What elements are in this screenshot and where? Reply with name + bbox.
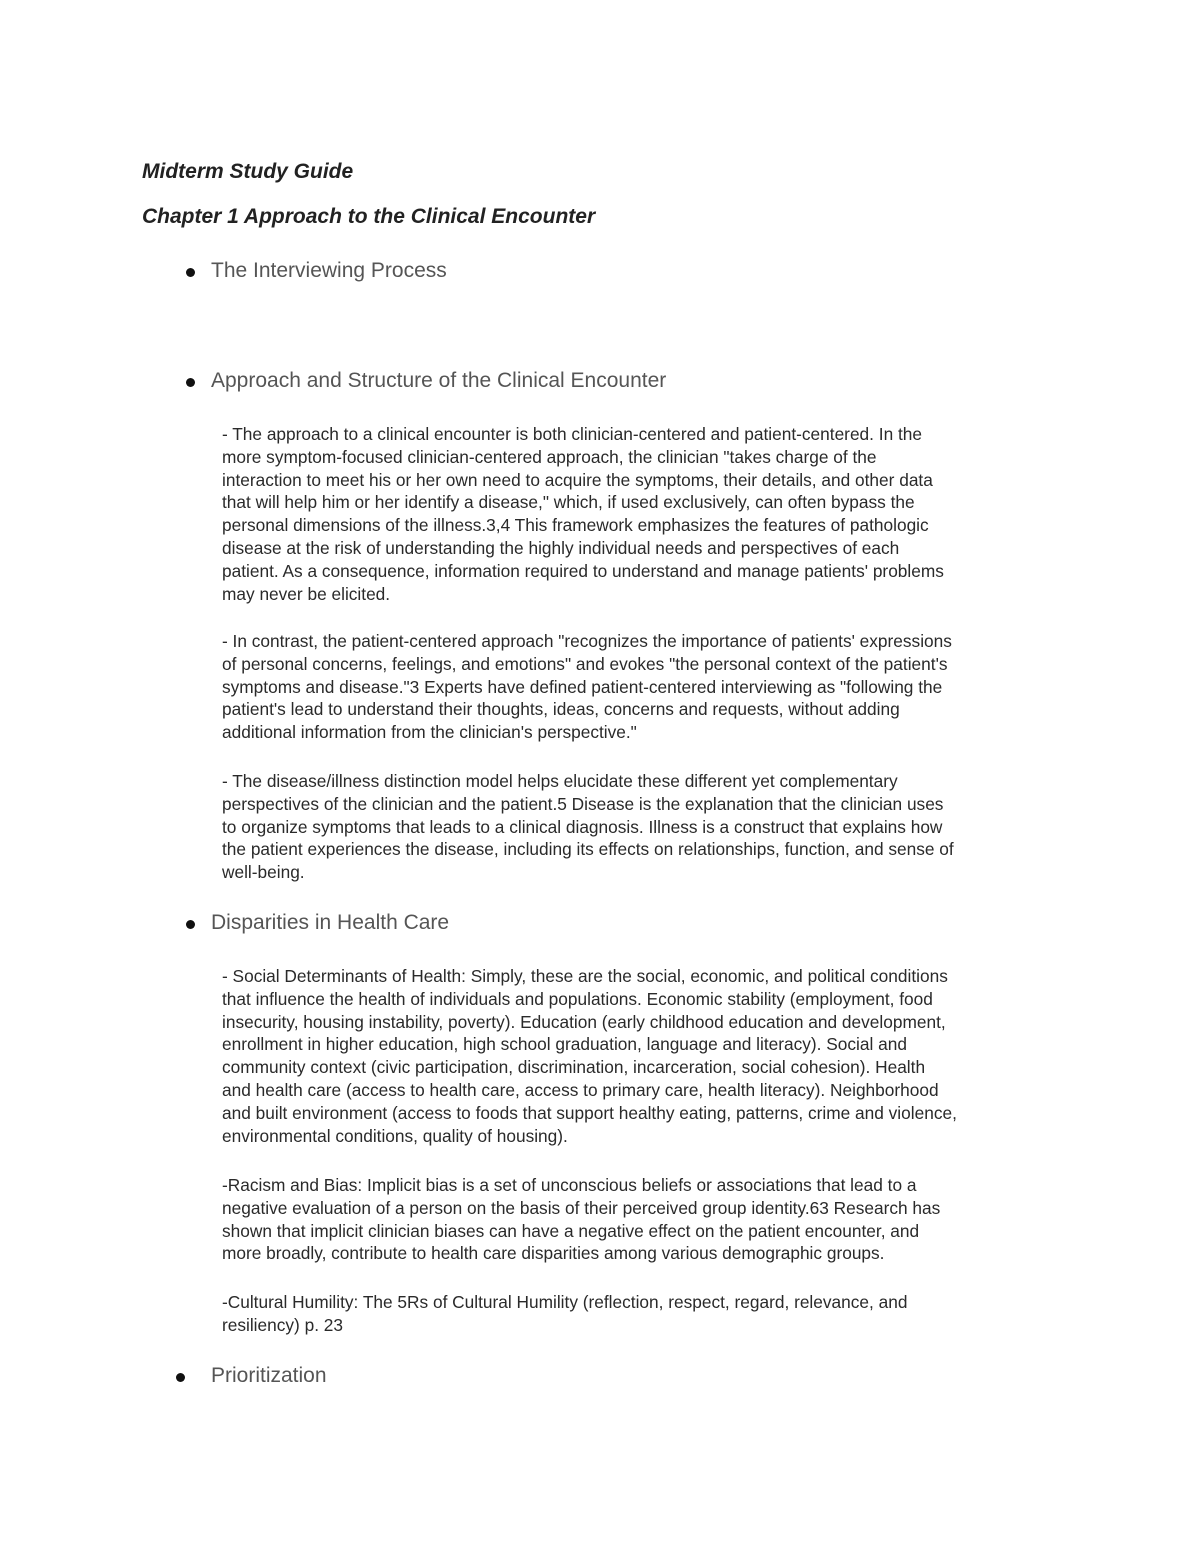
bullet-icon [176, 1373, 185, 1382]
section-heading-interviewing-process: The Interviewing Process [211, 259, 447, 282]
paragraph-racism-bias: -Racism and Bias: Implicit bias is a set of unconscious beliefs or associations that lead to a negative evaluation of a person on the basis of their perceived group identity.63 Research has shown that implicit clinician biases can have a negative effect on the patient encounter, and more broadly, contribute to health care disparities among various demographic groups. [222, 1175, 941, 1264]
section-heading-prioritization: Prioritization [211, 1364, 327, 1387]
paragraph-cultural-humility: -Cultural Humility: The 5Rs of Cultural Humility (reflection, respect, regard, relevance, and resiliency) p. 23 [222, 1292, 908, 1335]
bullet-icon [186, 378, 195, 387]
section-heading-disparities: Disparities in Health Care [211, 911, 450, 934]
paragraph-patient-centered: - In contrast, the patient-centered approach "recognizes the importance of patients' expressions of personal concerns, feelings, and emotions" and evokes "the personal context of the patient's symptoms and disease."3 Experts have defined patient-centered interviewing as "following the patient's lead to understand their thoughts, ideas, concerns and requests, without adding additional information from the clinician's perspective." [222, 631, 952, 743]
paragraph-social-determinants: - Social Determinants of Health: Simply, these are the social, economic, and political conditions that influence the health of individuals and populations. Economic stability (employment, food insecurity, housing instability, poverty). Education (early childhood education and development, enrollment in higher education, high school graduation, language and literacy). Social and community context (civic participation, discrimination, incarceration, social cohesion). Health and health care (access to health care, access to primary care, health literacy). Neighborhood and built environment (access to foods that support healthy eating, patterns, crime and violence, environmental conditions, quality of housing). [222, 966, 957, 1146]
bullet-icon [186, 268, 195, 277]
paragraph-clinician-centered: - The approach to a clinical encounter is both clinician-centered and patient-centered. In the more symptom-focused clinician-centered approach, the clinician "takes charge of the interaction to meet his or her own need to acquire the symptoms, their details, and other data that will help him or her identify a disease," which, if used exclusively, can often bypass the personal dimensions of the illness.3,4 This framework emphasizes the features of pathologic disease at the risk of understanding the highly individual needs and perspectives of each patient. As a consequence, information required to understand and manage patients' problems may never be elicited. [222, 424, 944, 604]
paragraph-disease-illness-model: - The disease/illness distinction model helps elucidate these different yet complementary perspectives of the clinician and the patient.5 Disease is the explanation that the clinician uses to organize symptoms that leads to a clinical diagnosis. Illness is a construct that explains how the patient experiences the disease, including its effects on relationships, function, and sense of well-being. [222, 771, 954, 883]
chapter-title: Chapter 1 Approach to the Clinical Encounter [142, 205, 596, 228]
bullet-icon [186, 920, 195, 929]
document-title: Midterm Study Guide [142, 160, 354, 183]
section-heading-approach-structure: Approach and Structure of the Clinical Encounter [211, 369, 667, 392]
